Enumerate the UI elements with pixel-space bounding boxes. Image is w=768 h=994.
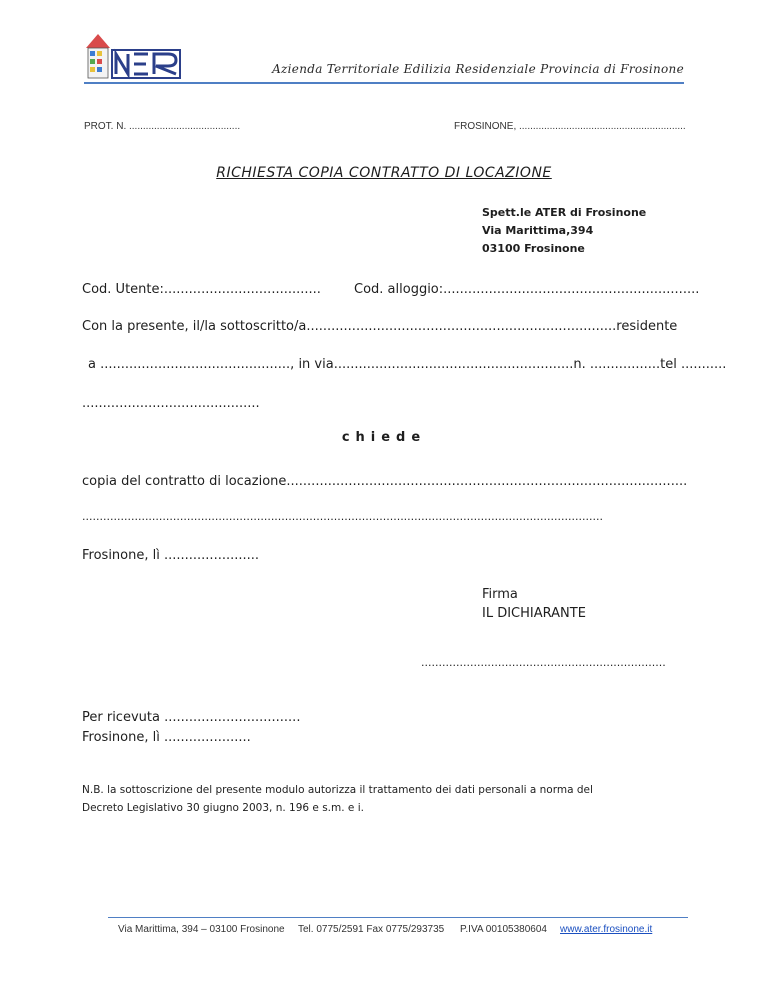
- prot-number: PROT. N. ........................................: [84, 121, 241, 132]
- place-date-line: Frosinone, lì .......................: [82, 548, 260, 563]
- firma-label: Firma: [482, 587, 518, 602]
- receipt-line: Per ricevuta .................................: [82, 710, 301, 725]
- footer-divider: [108, 917, 688, 918]
- dichiarante-label: IL DICHIARANTE: [482, 606, 586, 621]
- header-divider: [84, 82, 684, 84]
- copia-line: copia del contratto di locazione.................................................................................................: [82, 474, 688, 489]
- extra-line: ...........................................: [82, 396, 260, 411]
- privacy-note-line-1: N.B. la sottoscrizione del presente modulo autorizza il trattamento dei dati personali a norma del: [82, 784, 593, 796]
- document-title: RICHIESTA COPIA CONTRATTO DI LOCAZIONE: [216, 165, 552, 181]
- city-date: FROSINONE, ............................................................: [454, 121, 686, 132]
- address-line: a .............................................., in via..........................................................n. .................tel ...........: [88, 357, 727, 372]
- privacy-note-line-2: Decreto Legislativo 30 giugno 2003, n. 196 e s.m. e i.: [82, 802, 364, 814]
- recipient-line-3: 03100 Frosinone: [482, 242, 585, 255]
- copia-continuation: .....................................................................................................................................................: [82, 510, 603, 523]
- recipient-line-1: Spett.le ATER di Frosinone: [482, 206, 647, 219]
- cod-utente-field: Cod. Utente:......................................: [82, 282, 321, 297]
- footer-phones: Tel. 0775/2591 Fax 0775/293735: [298, 924, 445, 935]
- receipt-date-line: Frosinone, lì .....................: [82, 730, 251, 745]
- signature-line: ......................................................................: [421, 656, 666, 669]
- footer-vat: P.IVA 00105380604: [460, 924, 547, 935]
- sottoscritto-line: Con la presente, il/la sottoscritto/a...........................................................................residente: [82, 319, 678, 334]
- cod-alloggio-field: Cod. alloggio:..............................................................: [354, 282, 700, 297]
- agency-name: Azienda Territoriale Edilizia Residenziale Provincia di Frosinone: [272, 62, 684, 76]
- recipient-line-2: Via Marittima,394: [482, 224, 594, 237]
- chiede-heading: chiede: [341, 430, 427, 445]
- footer-website-link[interactable]: www.ater.frosinone.it: [560, 924, 653, 935]
- footer-address: Via Marittima, 394 – 03100 Frosinone: [118, 924, 285, 935]
